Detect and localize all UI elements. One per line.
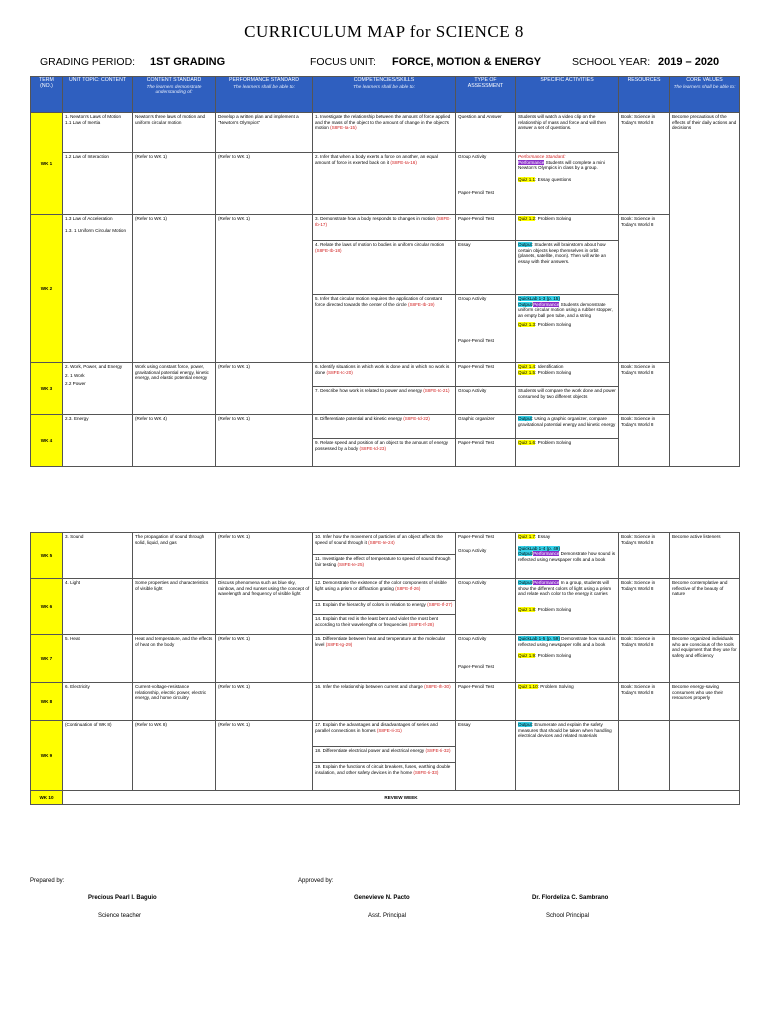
term-cell: WK 9 [31, 721, 63, 791]
assessment-cell: Paper-Pencil Test [456, 439, 516, 467]
table-row [31, 721, 740, 747]
term-cell: WK 10 [31, 791, 63, 805]
performance-cell: (Refer to WK 1) [216, 363, 313, 415]
assessment-cell: Group Activity [456, 579, 516, 635]
assessment-cell: Essay [456, 241, 516, 295]
unit-cell: 1.2 Law of Interaction [63, 153, 133, 215]
unit-cell: 3. Sound [63, 533, 133, 579]
values-cell: Become energy-saving consumers who use their resources properly [670, 683, 740, 721]
signature-block [30, 878, 739, 948]
competency-cell: 12. Demonstrate the existence of the color components of visible light using a prism or diffraction grating (S8FE-If-26) [313, 579, 456, 601]
approver-name: Genevieve N. Pacto [354, 895, 410, 901]
assessment-cell: Question and Answer [456, 113, 516, 153]
term-cell: WK 3 [31, 363, 63, 415]
competency-cell: 8. Differentiate potential and kinetic energy (S8FE-Id-22) [313, 415, 456, 439]
resources-cell: Book: Science in Today's World 8 [619, 579, 670, 635]
competency-cell: 7. Describe how work is related to power and energy (S8FE-Ic-21) [313, 387, 456, 415]
term-cell: WK 2 [31, 215, 63, 363]
approver-role: Asst. Principal [368, 913, 407, 919]
table-row [31, 533, 740, 555]
competency-cell: 3. Demonstrate how a body responds to changes in motion (S8FE-Ib-17) [313, 215, 456, 241]
table-row [31, 113, 740, 153]
values-cell: Become precautious of the effects of their daily actions and decisions [670, 113, 740, 467]
col-unit: UNIT TOPIC: CONTENT [63, 77, 133, 113]
activity-cell: Performance Standard: Performance Students will complete a mini Newton's Olympics in class by a group. Quiz 1.1: Essay questions [516, 153, 619, 215]
year-label: SCHOOL YEAR: [572, 56, 651, 68]
content-cell: Current-voltage-resistance relationship, electric power, electric energy, and home circuitry [133, 683, 216, 721]
unit-cell: 4. Light [63, 579, 133, 635]
activity-cell: OutputPerformance In a group, students will show the different colors of light using a prism and relate each color to the energy it carries Quiz 1.8: Problem Solving [516, 579, 619, 635]
competency-cell: 1. Investigate the relationship between the amount of force applied and the mass of the object to the amount of change in the object's motion (S8FE-Ia-15) [313, 113, 456, 153]
grading-label: GRADING PERIOD: [40, 56, 136, 68]
performance-cell: Develop a written plan and implement a "Newton's Olympics" [216, 113, 313, 153]
content-cell: (Refer to WK 4) [133, 415, 216, 467]
performance-cell: (Refer to WK 1) [216, 153, 313, 215]
col-competencies: COMPETENCIES/SKILLS The learners shall be able to: [313, 77, 456, 113]
page-title: CURRICULUM MAP for SCIENCE 8 [244, 22, 524, 41]
assessment-cell: Paper-Pencil Test [456, 363, 516, 387]
performance-cell: (Refer to WK 1) [216, 635, 313, 683]
resources-cell: Book: Science in Today's World 8 [619, 113, 670, 215]
resources-cell: Book: Science in Today's World 8 [619, 635, 670, 683]
principal-role: School Principal [546, 913, 590, 919]
values-cell: Become active listeners [670, 533, 740, 579]
resources-cell [619, 721, 670, 791]
performance-cell: (Refer to WK 1) [216, 533, 313, 579]
competency-cell: 10. Infer how the movement of particles of an object affects the speed of sound through it (S8FE-Ie-24) [313, 533, 456, 555]
table-row [31, 415, 740, 439]
performance-cell: (Refer to WK 1) [216, 683, 313, 721]
approved-label: Approved by: [298, 878, 334, 884]
competency-cell: 6. Identify situations in which work is done and in which no work is done (S8FE-Ic-20) [313, 363, 456, 387]
curriculum-table-part1 [30, 76, 740, 467]
prepared-label: Prepared by: [30, 878, 65, 884]
col-term: TERM (NO.) [31, 77, 63, 113]
year-value: 2019 – 2020 [658, 56, 720, 68]
values-cell: Become contemplative and reflective of the beauty of nature [670, 579, 740, 635]
activity-cell: QuickLab 1-5 (p. 59) Demonstrate how sound is reflected using newspaper rolls and a book Quiz 1.9: Problem Solving [516, 635, 619, 683]
col-activities: SPECIFIC ACTIVITIES [516, 77, 619, 113]
unit-cell: 1.3 Law of Acceleration 1.3. 1 Uniform Circular Motion [63, 215, 133, 363]
col-assessment: TYPE OF ASSESSMENT [456, 77, 516, 113]
activity-cell: Output: Students will brainstorm about how certain objects keep themselves in orbit (planets, satellite, moon). Then will write an essay with their answers. [516, 241, 619, 295]
assessment-cell: Paper-Pencil Test [456, 215, 516, 241]
principal-name: Dr. Flordeliza C. Sambrano [532, 895, 609, 901]
term-cell: WK 7 [31, 635, 63, 683]
unit-cell: 5. Heat [63, 635, 133, 683]
content-cell: (Refer to WK 8) [133, 721, 216, 791]
preparer-role: Science teacher [98, 913, 142, 919]
review-week-cell: REVIEW WEEK [63, 791, 740, 805]
content-cell: (Refer to WK 1) [133, 153, 216, 215]
content-cell: (Refer to WK 1) [133, 215, 216, 363]
resources-cell: Book: Science in Today's World 8 [619, 415, 670, 467]
competency-cell: 16. Infer the relationship between current and charge (S8FE-Ih-30) [313, 683, 456, 721]
table-row [31, 215, 740, 241]
unit-cell: 1. Newton's Laws of Motion 1.1 Law of Inertia [63, 113, 133, 153]
content-cell: Newton's three laws of motion and uniform circular motion [133, 113, 216, 153]
activity-cell: Output: Enumerate and explain the safety measures that should be taken when handling electrical devices and related materials [516, 721, 619, 791]
activity-cell: Students will compare the work done and power consumed by two different objects [516, 387, 619, 415]
content-cell: Heat and temperature, and the effects of heat on the body [133, 635, 216, 683]
grading-value: 1ST GRADING [150, 56, 226, 68]
competency-cell: 4. Relate the laws of motion to bodies in uniform circular motion (S8FE-Ib-18) [313, 241, 456, 295]
col-values: CORE VALUES The learners shall be able to: [670, 77, 740, 113]
performance-cell: (Refer to WK 1) [216, 721, 313, 791]
performance-cell: (Refer to WK 1) [216, 415, 313, 467]
competency-cell: 13. Explain the hierarchy of colors in relation to energy (S8FE-If-27) [313, 601, 456, 615]
table-row [31, 363, 740, 387]
table-row [31, 791, 740, 805]
table-row [31, 579, 740, 601]
col-performance: PERFORMANCE STANDARD The learners shall be able to: [216, 77, 313, 113]
activity-cell: Output: Using a graphic organizer, compare gravitational potential energy and kinetic energy [516, 415, 619, 439]
competency-cell: 14. Explain that red is the least bent and violet the most bent according to their wavelengths or frequencies (S8FE-If-28) [313, 615, 456, 635]
unit-cell: (Continuation of WK 8) [63, 721, 133, 791]
competency-cell: 2. Infer that when a body exerts a force on another, an equal amount of force is exerted back on it (S8FE-Ia-16) [313, 153, 456, 215]
content-cell: The propagation of sound through solid, liquid, and gas [133, 533, 216, 579]
competency-cell: 15. Differentiate between heat and temperature at the molecular level (S8FE-Ig-29) [313, 635, 456, 683]
preparer-name: Precious Pearl I. Baguio [88, 895, 157, 901]
header-meta [40, 56, 732, 74]
competency-cell: 17. Explain the advantages and disadvantages of series and parallel connections in homes (S8FE-Ii-31) [313, 721, 456, 747]
assessment-cell: Group Activity Paper-Pencil Test [456, 295, 516, 363]
table-row [31, 683, 740, 721]
values-cell [670, 721, 740, 791]
activity-cell: Quiz 1.4: Identification Quiz 1.5: Problem Solving [516, 363, 619, 387]
curriculum-table-part2 [30, 532, 740, 805]
activity-cell: Students will watch a video clip on the relationship of mass and force and will then answer a set of questions. [516, 113, 619, 153]
assessment-cell: Graphic organizer [456, 415, 516, 439]
term-cell: WK 5 [31, 533, 63, 579]
term-cell: WK 4 [31, 415, 63, 467]
assessment-cell: Paper-Pencil Test [456, 683, 516, 721]
competency-cell: 5. Infer that circular motion requires the application of constant force directed towards the center of the circle (S8FE-Ib-19) [313, 295, 456, 363]
resources-cell: Book: Science in Today's World 8 [619, 683, 670, 721]
performance-cell: Discuss phenomena such as blue sky, rainbow, and red sunset using the concept of wavelength and frequency of visible light [216, 579, 313, 635]
assessment-cell: Paper-Pencil Test Group Activity [456, 533, 516, 579]
col-content: CONTENT STANDARD The learners demonstrate understanding of: [133, 77, 216, 113]
resources-cell: Book: Science in Today's World 8 [619, 215, 670, 363]
table-row [31, 635, 740, 683]
activity-cell: QuickLab 1-3 (p. 15) OutputPerformance Students demonstrate uniform circular motion using a rubber stopper, an empty ball pen tube, and a string Quiz 1.3: Problem Solving [516, 295, 619, 363]
content-cell: Work using constant force, power, gravitational potential energy, kinetic energy, and elastic potential energy [133, 363, 216, 415]
resources-cell: Book: Science in Today's World 8 [619, 363, 670, 415]
activity-cell: Quiz 1.7: Essay QuickLab 1-4 (p. 49) OutputPerformance Demonstrate how sound is reflected using newspaper rolls and a book [516, 533, 619, 579]
assessment-cell: Essay [456, 721, 516, 791]
term-cell: WK 1 [31, 113, 63, 215]
assessment-cell: Group Activity Paper-Pencil Test [456, 153, 516, 215]
activity-cell: Quiz 1.10: Problem Solving [516, 683, 619, 721]
values-cell: Become organized individuals who are conscious of the tools and equipment that they use for safety and efficiency [670, 635, 740, 683]
term-cell: WK 6 [31, 579, 63, 635]
focus-value: FORCE, MOTION & ENERGY [392, 56, 542, 68]
focus-label: FOCUS UNIT: [310, 56, 376, 68]
activity-cell: Quiz 1.2: Problem Solving [516, 215, 619, 241]
unit-cell: 6. Electricity [63, 683, 133, 721]
unit-cell: 2.3. Energy [63, 415, 133, 467]
assessment-cell: Group Activity Paper-Pencil Test [456, 635, 516, 683]
competency-cell: 19. Explain the functions of circuit breakers, fuses, earthing double insulation, and other safety devices in the home (S8FE-Ii-33) [313, 763, 456, 791]
assessment-cell: Group Activity [456, 387, 516, 415]
competency-cell: 11. Investigate the effect of temperature to speed of sound through fair testing (S8FE-Ie-25) [313, 555, 456, 579]
performance-cell: (Refer to WK 1) [216, 215, 313, 363]
competency-cell: 18. Differentiate electrical power and electrical energy (S8FE-Ii-32) [313, 747, 456, 763]
resources-cell: Book: Science in Today's World 8 [619, 533, 670, 579]
table-header-row [31, 77, 740, 113]
term-cell: WK 8 [31, 683, 63, 721]
competency-cell: 9. Relate speed and position of an object to the amount of energy possessed by a body (S8FE-Id-23) [313, 439, 456, 467]
activity-cell: Quiz 1.6: Problem Solving [516, 439, 619, 467]
col-resources: RESOURCES [619, 77, 670, 113]
unit-cell: 2. Work, Power, and Energy 2. 1 Work 2.2 Power [63, 363, 133, 415]
content-cell: Some properties and characteristics of visible light [133, 579, 216, 635]
